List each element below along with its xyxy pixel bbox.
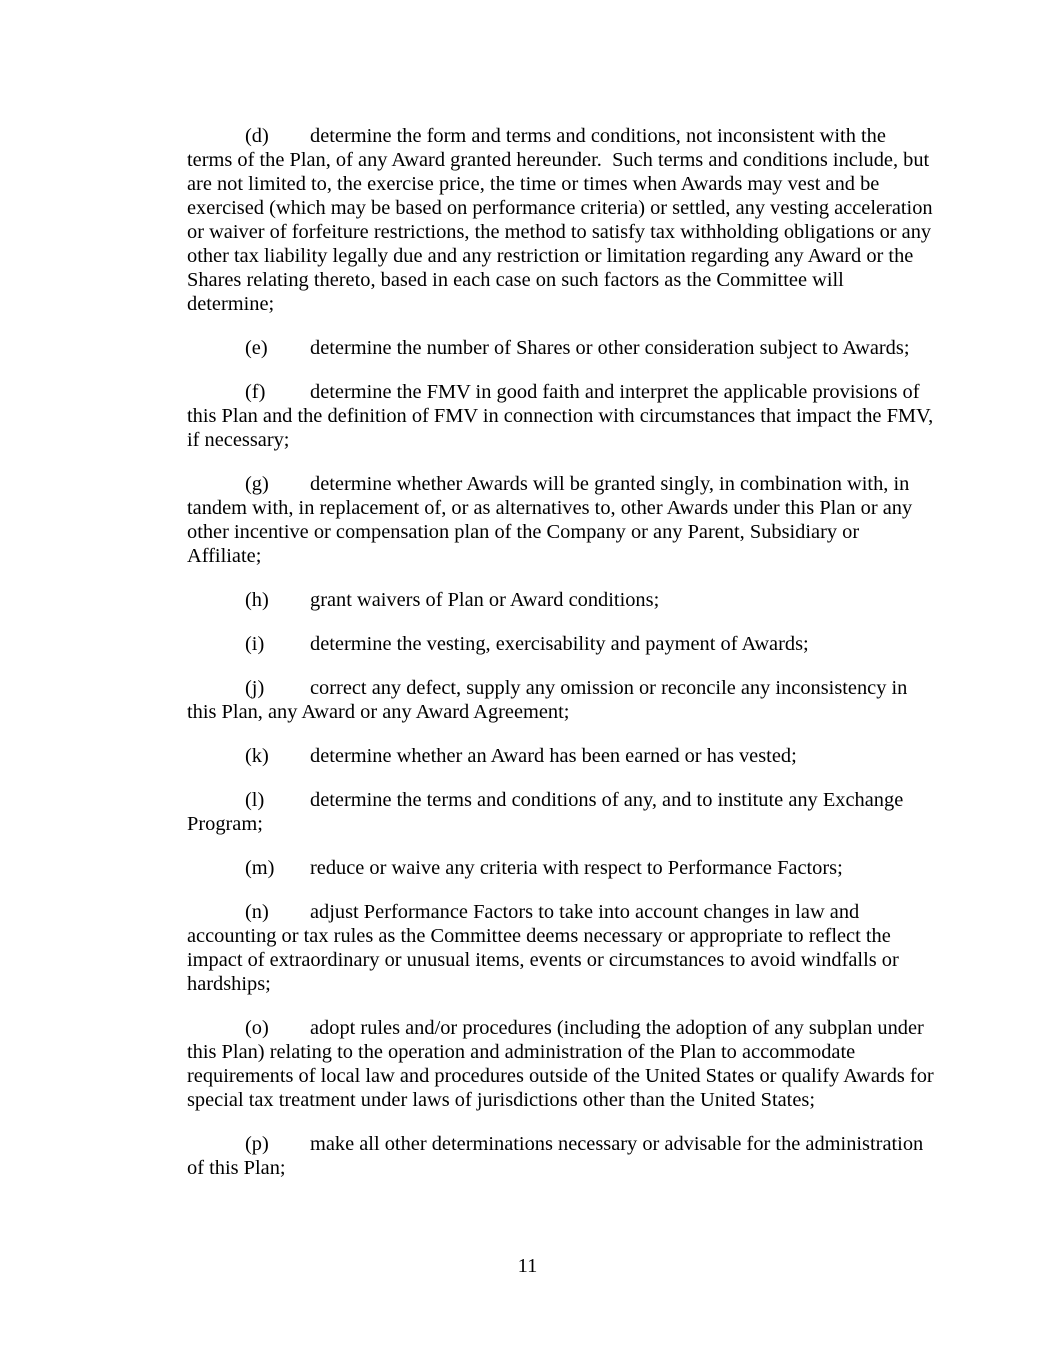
clause-text: grant waivers of Plan or Award conditions; <box>310 589 660 611</box>
clause-label: (m) <box>245 857 275 879</box>
clause-text: determine the FMV in good faith and interpret the applicable provisions of this Plan and the definition of FMV in connection with circumstances that impact the FMV, if necessary; <box>187 381 939 451</box>
clause-j <box>187 676 935 724</box>
clause-m <box>187 856 935 880</box>
clause-text: determine the terms and conditions of any, and to institute any Exchange Program; <box>187 789 909 835</box>
clause-f <box>187 380 939 452</box>
clause-label: (i) <box>245 633 265 655</box>
clause-label: (p) <box>245 1133 269 1155</box>
clause-label: (l) <box>245 789 265 811</box>
clause-g <box>187 472 935 568</box>
clause-o <box>187 1016 939 1112</box>
clause-text: adopt rules and/or procedures (including the adoption of any subplan under this Plan) relating to the operation and administration of the Plan to accommodate requirements of local law and procedures outside of the United States or qualify Awards for special tax treatment under laws of jurisdictions other than the United States; <box>187 1017 939 1111</box>
clause-l <box>187 788 935 836</box>
clause-i <box>187 632 935 656</box>
clause-label: (o) <box>245 1017 269 1039</box>
clause-text: determine whether Awards will be granted singly, in combination with, in tandem with, in replacement of, or as alternatives to, other Awards under this Plan or any other incentive or compensation plan of the Company or any Parent, Subsidiary or Affiliate; <box>187 473 918 567</box>
clause-k <box>187 744 935 768</box>
clause-h <box>187 588 935 612</box>
clause-label: (g) <box>245 473 269 495</box>
clause-label: (n) <box>245 901 269 923</box>
clause-text: reduce or waive any criteria with respect to Performance Factors; <box>310 857 843 879</box>
clause-text: determine the number of Shares or other consideration subject to Awards; <box>310 337 910 359</box>
clause-n <box>187 900 935 996</box>
clause-label: (k) <box>245 745 269 767</box>
clause-text: determine whether an Award has been earned or has vested; <box>310 745 797 767</box>
clause-p <box>187 1132 935 1180</box>
clause-label: (e) <box>245 337 268 359</box>
document-body <box>187 124 939 1200</box>
page-number: 11 <box>517 1255 538 1277</box>
clause-label: (d) <box>245 125 269 147</box>
clause-label: (h) <box>245 589 269 611</box>
clause-text: make all other determinations necessary or advisable for the administration of this Plan; <box>187 1133 929 1179</box>
clause-text: determine the form and terms and conditions, not inconsistent with the terms of the Plan, of any Award granted hereunder. Such terms and conditions include, but are not limited to, the exercise price, the time or times when Awards may vest and be exercised (which may be based on performance criteria) or settled, any vesting acceleration or waiver of forfeiture restrictions, the method to satisfy tax withholding obligations or any other tax liability legally due and any restriction or limitation regarding any Award or the Shares relating thereto, based in each case on such factors as the Committee will determine; <box>187 125 938 315</box>
clause-text: correct any defect, supply any omission or reconcile any inconsistency in this Plan, any Award or any Award Agreement; <box>187 677 913 723</box>
clause-text: determine the vesting, exercisability and payment of Awards; <box>310 633 809 655</box>
clause-text: adjust Performance Factors to take into account changes in law and accounting or tax rules as the Committee deems necessary or appropriate to reflect the impact of extraordinary or unusual items, events or circumstances to avoid windfalls or hardships; <box>187 901 904 995</box>
clause-label: (f) <box>245 381 266 403</box>
clause-d <box>187 124 938 316</box>
clause-label: (j) <box>245 677 265 699</box>
clause-e <box>187 336 935 360</box>
